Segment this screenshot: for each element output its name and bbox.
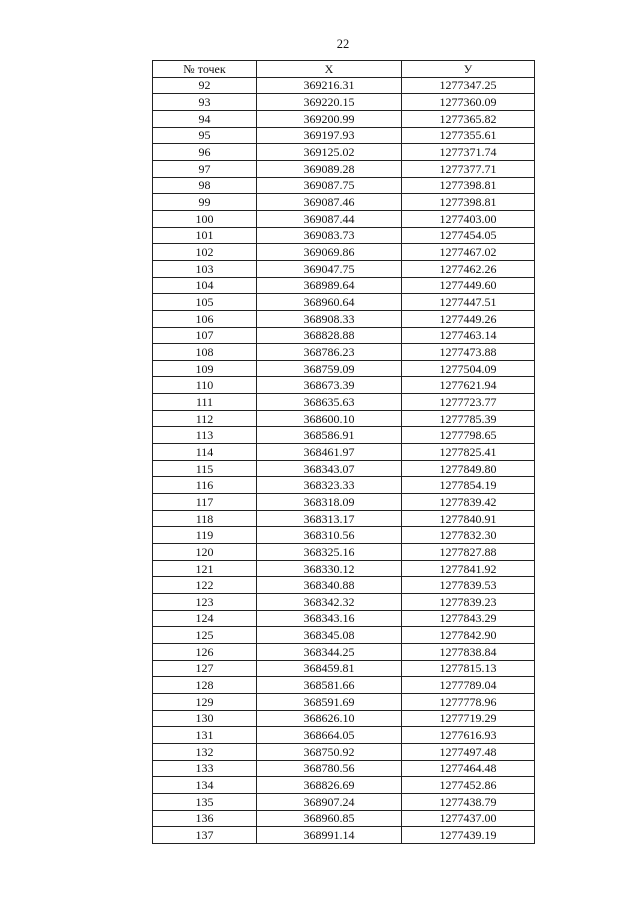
x-coordinate-cell: 368600.10 <box>257 410 402 427</box>
point-number-cell: 109 <box>153 360 257 377</box>
x-coordinate-cell: 369087.75 <box>257 177 402 194</box>
point-number-cell: 95 <box>153 127 257 144</box>
point-number-cell: 114 <box>153 444 257 461</box>
x-coordinate-cell: 368313.17 <box>257 510 402 527</box>
y-coordinate-cell: 1277789.04 <box>402 677 535 694</box>
y-coordinate-cell: 1277365.82 <box>402 110 535 127</box>
header-row <box>153 61 535 78</box>
table-row <box>153 144 535 161</box>
y-coordinate-cell: 1277839.53 <box>402 577 535 594</box>
point-number-cell: 110 <box>153 377 257 394</box>
y-coordinate-cell: 1277838.84 <box>402 643 535 660</box>
table-row <box>153 477 535 494</box>
point-number-cell: 133 <box>153 760 257 777</box>
y-coordinate-cell: 1277464.48 <box>402 760 535 777</box>
y-coordinate-cell: 1277462.26 <box>402 260 535 277</box>
point-number-cell: 135 <box>153 793 257 810</box>
y-coordinate-cell: 1277839.23 <box>402 594 535 611</box>
point-number-cell: 105 <box>153 294 257 311</box>
table-row <box>153 577 535 594</box>
x-coordinate-cell: 369220.15 <box>257 94 402 111</box>
point-number-cell: 120 <box>153 544 257 561</box>
point-number-cell: 124 <box>153 610 257 627</box>
y-coordinate-cell: 1277840.91 <box>402 510 535 527</box>
table-row <box>153 810 535 827</box>
point-number-cell: 132 <box>153 743 257 760</box>
x-coordinate-cell: 369083.73 <box>257 227 402 244</box>
table-row <box>153 244 535 261</box>
x-coordinate-cell: 368345.08 <box>257 627 402 644</box>
table-row <box>153 743 535 760</box>
x-coordinate-cell: 368310.56 <box>257 527 402 544</box>
x-coordinate-cell: 368344.25 <box>257 643 402 660</box>
table-row <box>153 177 535 194</box>
x-coordinate-cell: 368826.69 <box>257 777 402 794</box>
y-coordinate-cell: 1277355.61 <box>402 127 535 144</box>
table-row <box>153 610 535 627</box>
x-coordinate-cell: 368591.69 <box>257 693 402 710</box>
point-number-cell: 126 <box>153 643 257 660</box>
point-number-cell: 108 <box>153 344 257 361</box>
table-row <box>153 410 535 427</box>
point-number-cell: 119 <box>153 527 257 544</box>
table-row <box>153 760 535 777</box>
table-header <box>153 61 535 78</box>
y-coordinate-cell: 1277778.96 <box>402 693 535 710</box>
x-coordinate-cell: 368780.56 <box>257 760 402 777</box>
point-number-cell: 115 <box>153 460 257 477</box>
y-coordinate-cell: 1277843.29 <box>402 610 535 627</box>
x-coordinate-cell: 368342.32 <box>257 594 402 611</box>
table-body <box>153 77 535 843</box>
y-coordinate-cell: 1277832.30 <box>402 527 535 544</box>
y-coordinate-cell: 1277449.26 <box>402 310 535 327</box>
table-row <box>153 344 535 361</box>
table-row <box>153 793 535 810</box>
y-coordinate-cell: 1277827.88 <box>402 544 535 561</box>
x-coordinate-cell: 368991.14 <box>257 827 402 844</box>
x-coordinate-cell: 368343.16 <box>257 610 402 627</box>
table-row <box>153 544 535 561</box>
point-number-cell: 129 <box>153 693 257 710</box>
point-number-cell: 137 <box>153 827 257 844</box>
y-coordinate-cell: 1277825.41 <box>402 444 535 461</box>
table-row <box>153 194 535 211</box>
point-number-cell: 111 <box>153 394 257 411</box>
table-row <box>153 643 535 660</box>
point-number-cell: 101 <box>153 227 257 244</box>
y-coordinate-cell: 1277467.02 <box>402 244 535 261</box>
x-coordinate-cell: 368626.10 <box>257 710 402 727</box>
table-row <box>153 494 535 511</box>
point-number-cell: 99 <box>153 194 257 211</box>
table-row <box>153 560 535 577</box>
x-coordinate-cell: 369200.99 <box>257 110 402 127</box>
table-row <box>153 260 535 277</box>
x-coordinate-cell: 368343.07 <box>257 460 402 477</box>
table-row <box>153 710 535 727</box>
x-coordinate-cell: 368325.16 <box>257 544 402 561</box>
point-number-cell: 128 <box>153 677 257 694</box>
table-row <box>153 327 535 344</box>
table-row <box>153 227 535 244</box>
table-row <box>153 294 535 311</box>
y-coordinate-cell: 1277621.94 <box>402 377 535 394</box>
point-number-cell: 107 <box>153 327 257 344</box>
point-number-cell: 127 <box>153 660 257 677</box>
y-coordinate-cell: 1277360.09 <box>402 94 535 111</box>
table-row <box>153 394 535 411</box>
x-coordinate-cell: 368907.24 <box>257 793 402 810</box>
y-coordinate-cell: 1277497.48 <box>402 743 535 760</box>
y-coordinate-cell: 1277454.05 <box>402 227 535 244</box>
x-coordinate-cell: 369125.02 <box>257 144 402 161</box>
y-coordinate-cell: 1277447.51 <box>402 294 535 311</box>
y-coordinate-cell: 1277842.90 <box>402 627 535 644</box>
x-coordinate-cell: 368673.39 <box>257 377 402 394</box>
y-coordinate-cell: 1277449.60 <box>402 277 535 294</box>
coordinates-table <box>152 60 535 844</box>
y-coordinate-cell: 1277785.39 <box>402 410 535 427</box>
y-coordinate-cell: 1277815.13 <box>402 660 535 677</box>
point-number-cell: 112 <box>153 410 257 427</box>
y-coordinate-cell: 1277719.29 <box>402 710 535 727</box>
table-row <box>153 210 535 227</box>
y-coordinate-cell: 1277403.00 <box>402 210 535 227</box>
table-row <box>153 510 535 527</box>
table-row <box>153 660 535 677</box>
table-row <box>153 77 535 94</box>
table-row <box>153 460 535 477</box>
point-number-cell: 104 <box>153 277 257 294</box>
table-row <box>153 377 535 394</box>
table-row <box>153 94 535 111</box>
point-number-cell: 92 <box>153 77 257 94</box>
point-number-cell: 93 <box>153 94 257 111</box>
x-coordinate-cell: 368960.85 <box>257 810 402 827</box>
table-row <box>153 594 535 611</box>
x-coordinate-cell: 368908.33 <box>257 310 402 327</box>
x-coordinate-cell: 368635.63 <box>257 394 402 411</box>
y-coordinate-cell: 1277723.77 <box>402 394 535 411</box>
point-number-cell: 96 <box>153 144 257 161</box>
x-coordinate-cell: 368586.91 <box>257 427 402 444</box>
point-number-cell: 97 <box>153 160 257 177</box>
y-coordinate-cell: 1277839.42 <box>402 494 535 511</box>
table-row <box>153 444 535 461</box>
x-coordinate-cell: 368750.92 <box>257 743 402 760</box>
x-coordinate-cell: 368323.33 <box>257 477 402 494</box>
y-coordinate-cell: 1277463.14 <box>402 327 535 344</box>
page-number: 22 <box>336 37 350 51</box>
point-number-cell: 106 <box>153 310 257 327</box>
point-number-cell: 130 <box>153 710 257 727</box>
point-number-cell: 103 <box>153 260 257 277</box>
y-coordinate-cell: 1277798.65 <box>402 427 535 444</box>
point-number-cell: 98 <box>153 177 257 194</box>
y-coordinate-cell: 1277849.80 <box>402 460 535 477</box>
y-coordinate-cell: 1277377.71 <box>402 160 535 177</box>
y-coordinate-cell: 1277347.25 <box>402 77 535 94</box>
x-coordinate-cell: 368461.97 <box>257 444 402 461</box>
x-coordinate-cell: 368989.64 <box>257 277 402 294</box>
x-coordinate-cell: 368960.64 <box>257 294 402 311</box>
x-coordinate-cell: 369047.75 <box>257 260 402 277</box>
x-coordinate-cell: 369087.44 <box>257 210 402 227</box>
table-row <box>153 777 535 794</box>
point-number-cell: 122 <box>153 577 257 594</box>
table-row <box>153 727 535 744</box>
y-coordinate-cell: 1277452.86 <box>402 777 535 794</box>
y-coordinate-cell: 1277473.88 <box>402 344 535 361</box>
y-coordinate-cell: 1277371.74 <box>402 144 535 161</box>
x-coordinate-cell: 368759.09 <box>257 360 402 377</box>
point-number-cell: 123 <box>153 594 257 611</box>
y-coordinate-cell: 1277841.92 <box>402 560 535 577</box>
table-row <box>153 527 535 544</box>
y-coordinate-cell: 1277504.09 <box>402 360 535 377</box>
y-coordinate-cell: 1277398.81 <box>402 177 535 194</box>
point-number-cell: 125 <box>153 627 257 644</box>
x-coordinate-cell: 369197.93 <box>257 127 402 144</box>
x-coordinate-cell: 368828.88 <box>257 327 402 344</box>
table-row <box>153 627 535 644</box>
header-y: У <box>402 61 535 78</box>
x-coordinate-cell: 368581.66 <box>257 677 402 694</box>
table-row <box>153 827 535 844</box>
table-row <box>153 677 535 694</box>
point-number-cell: 116 <box>153 477 257 494</box>
point-number-cell: 113 <box>153 427 257 444</box>
x-coordinate-cell: 368330.12 <box>257 560 402 577</box>
header-x: Х <box>257 61 402 78</box>
point-number-cell: 102 <box>153 244 257 261</box>
point-number-cell: 100 <box>153 210 257 227</box>
x-coordinate-cell: 369069.86 <box>257 244 402 261</box>
y-coordinate-cell: 1277616.93 <box>402 727 535 744</box>
point-number-cell: 134 <box>153 777 257 794</box>
table-row <box>153 310 535 327</box>
table-row <box>153 160 535 177</box>
x-coordinate-cell: 368664.05 <box>257 727 402 744</box>
table-row <box>153 427 535 444</box>
x-coordinate-cell: 368340.88 <box>257 577 402 594</box>
y-coordinate-cell: 1277437.00 <box>402 810 535 827</box>
x-coordinate-cell: 369087.46 <box>257 194 402 211</box>
y-coordinate-cell: 1277439.19 <box>402 827 535 844</box>
x-coordinate-cell: 368459.81 <box>257 660 402 677</box>
table-row <box>153 693 535 710</box>
header-point-number: № точек <box>153 61 257 78</box>
point-number-cell: 136 <box>153 810 257 827</box>
y-coordinate-cell: 1277438.79 <box>402 793 535 810</box>
x-coordinate-cell: 368318.09 <box>257 494 402 511</box>
point-number-cell: 131 <box>153 727 257 744</box>
table-row <box>153 360 535 377</box>
x-coordinate-cell: 369216.31 <box>257 77 402 94</box>
x-coordinate-cell: 368786.23 <box>257 344 402 361</box>
table-row <box>153 277 535 294</box>
table-row <box>153 110 535 127</box>
point-number-cell: 121 <box>153 560 257 577</box>
point-number-cell: 117 <box>153 494 257 511</box>
point-number-cell: 94 <box>153 110 257 127</box>
y-coordinate-cell: 1277398.81 <box>402 194 535 211</box>
point-number-cell: 118 <box>153 510 257 527</box>
table-row <box>153 127 535 144</box>
y-coordinate-cell: 1277854.19 <box>402 477 535 494</box>
x-coordinate-cell: 369089.28 <box>257 160 402 177</box>
